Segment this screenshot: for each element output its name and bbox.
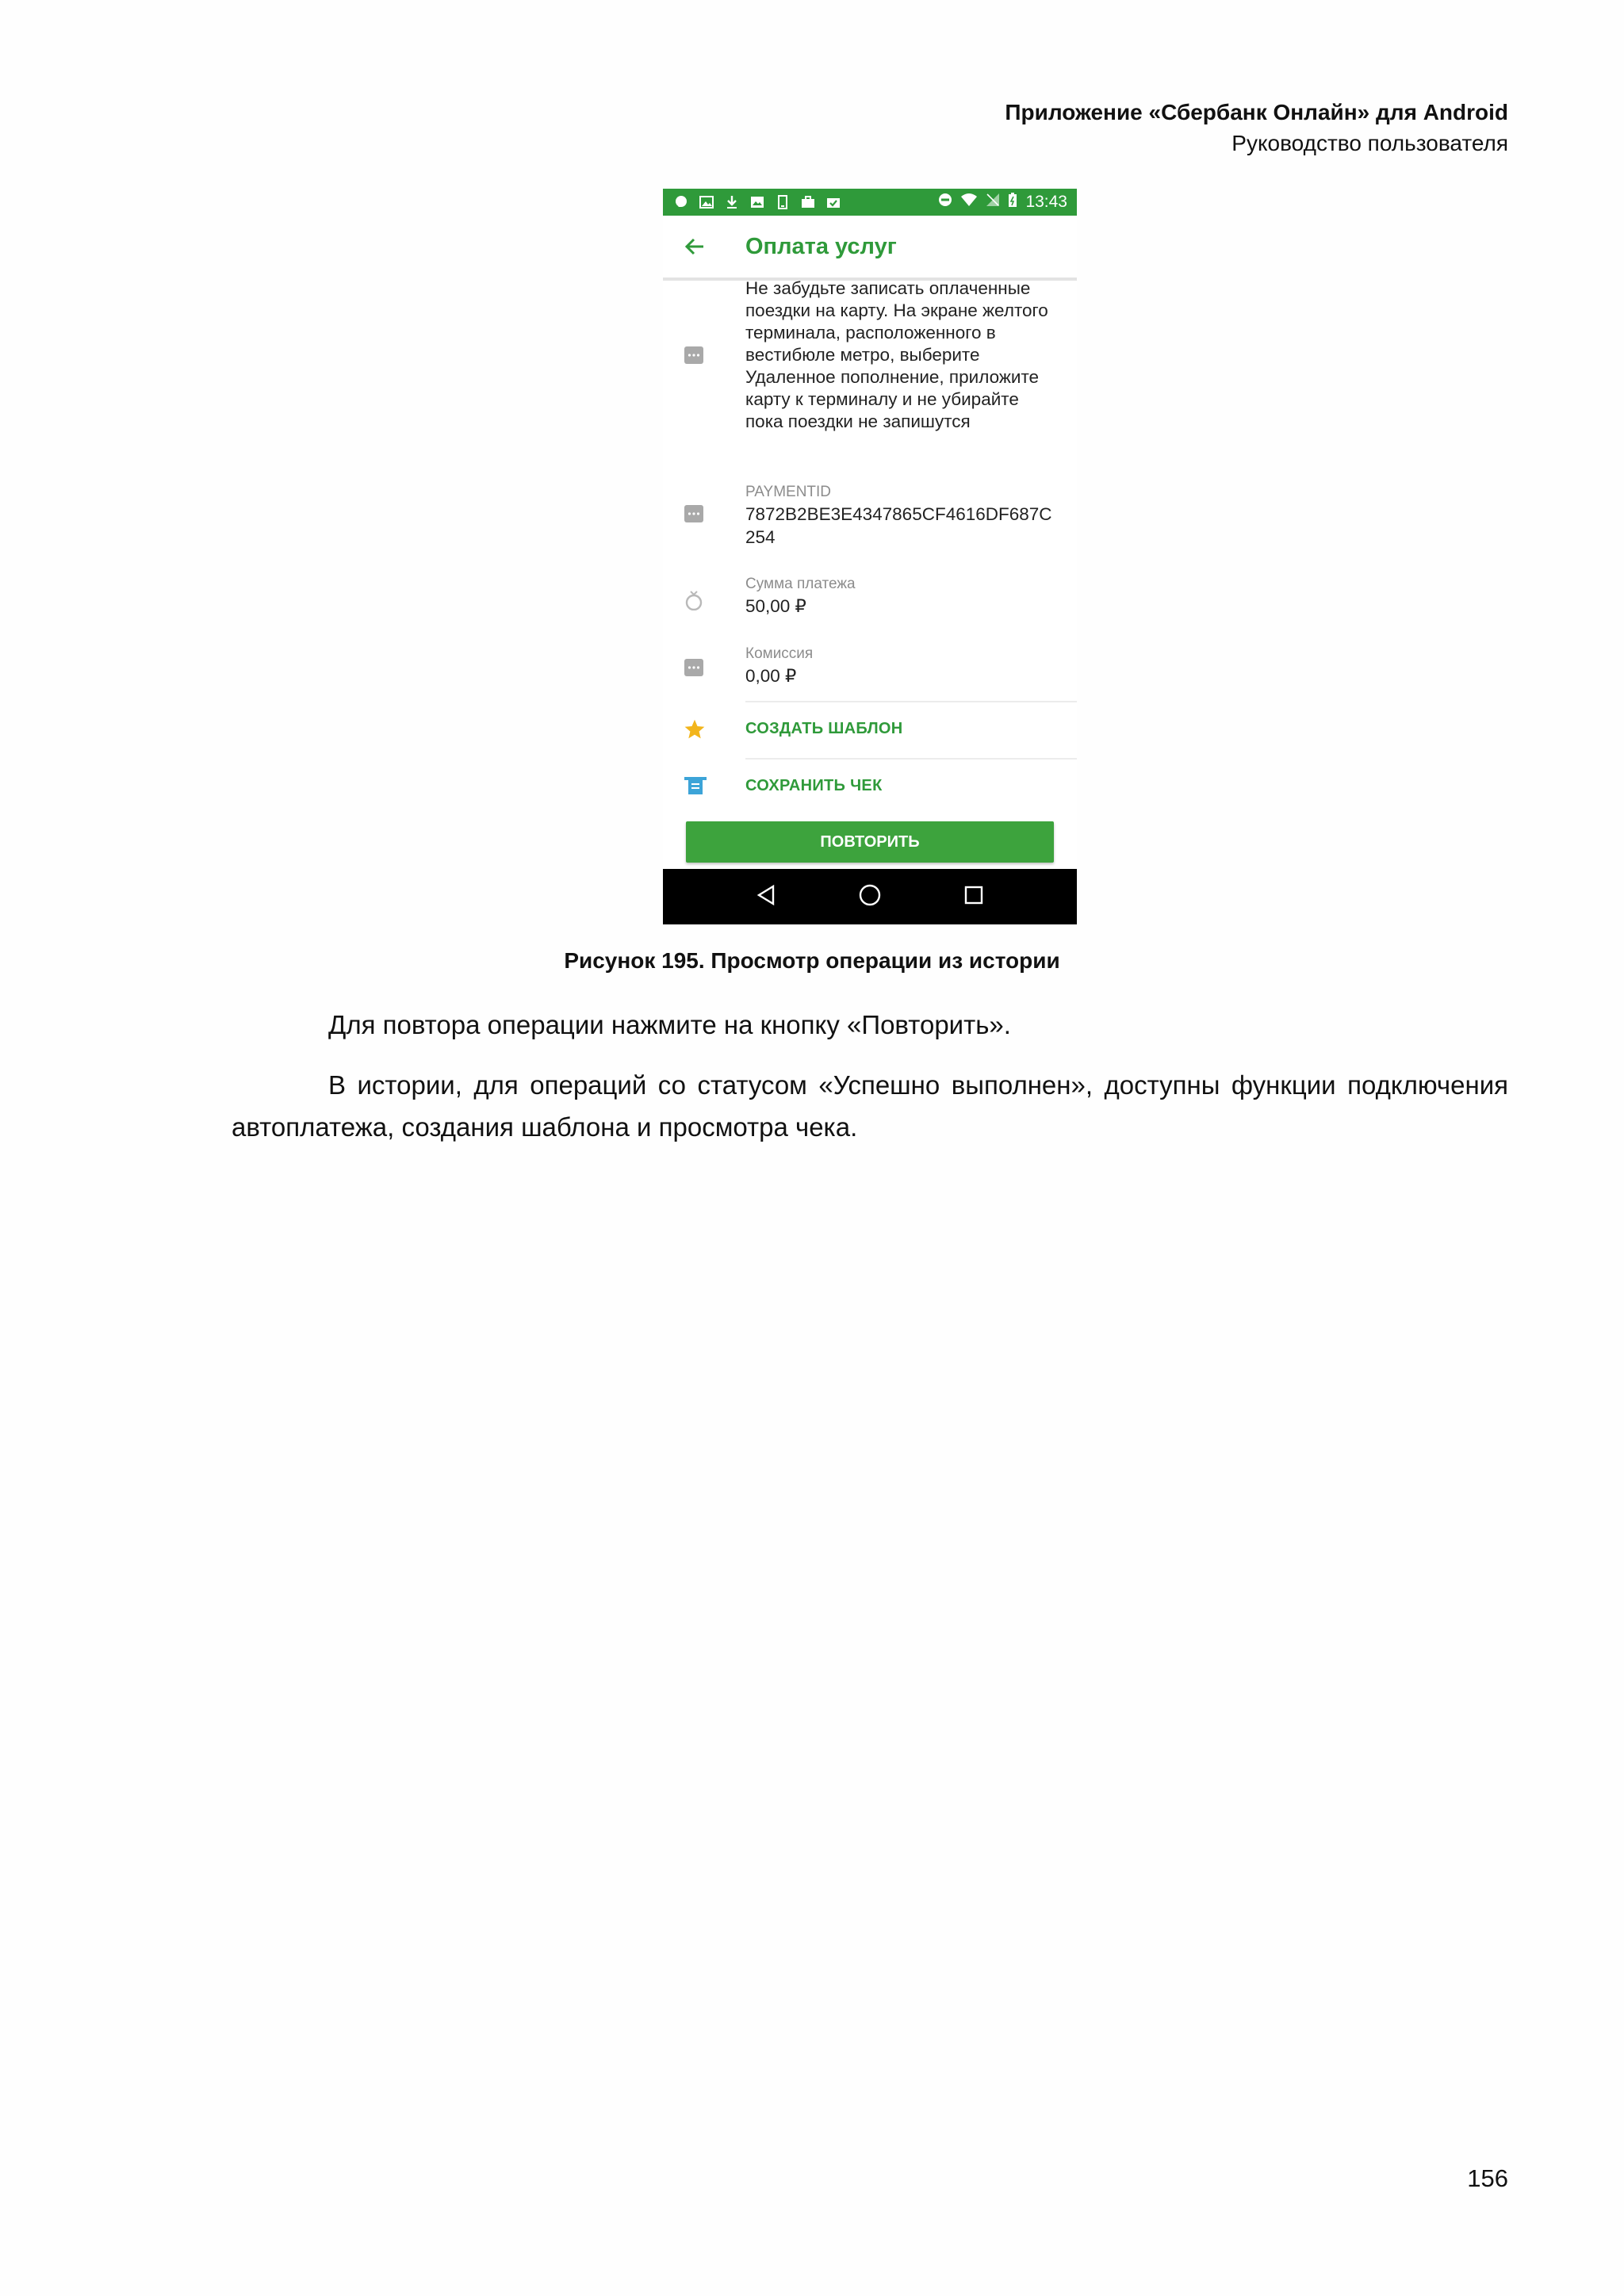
field-label: Сумма платежа	[745, 576, 856, 592]
info-dots-icon	[684, 346, 704, 369]
field-label: Комиссия	[745, 645, 814, 662]
status-bar	[663, 189, 1077, 216]
field-label: PAYMENTID	[745, 484, 832, 500]
do-not-disturb-icon	[938, 193, 952, 212]
repeat-button[interactable]: ПОВТОРИТЬ	[686, 821, 1054, 863]
screen-title: Оплата услуг	[745, 233, 897, 259]
save-receipt-label: СОХРАНИТЬ ЧЕК	[745, 777, 883, 794]
nav-back-icon[interactable]	[756, 884, 776, 910]
phone-device-icon	[774, 194, 791, 210]
paymentid-row	[663, 482, 1077, 545]
info-dots-icon	[684, 504, 704, 527]
money-bag-icon	[684, 588, 704, 614]
image-notification-icon	[698, 194, 715, 210]
status-time: 13:43	[1025, 193, 1067, 211]
field-value: 0,00 ₽	[745, 666, 797, 686]
nav-recents-icon[interactable]	[963, 885, 984, 909]
nav-home-icon[interactable]	[858, 883, 882, 911]
figure-caption: Рисунок 195. Просмотр операции из истории	[564, 948, 1060, 973]
download-icon	[723, 194, 741, 210]
field-value: 50,00 ₽	[745, 596, 806, 616]
briefcase-icon	[799, 194, 817, 210]
chat-notification-icon	[672, 194, 690, 210]
page-number: 156	[1467, 2164, 1508, 2192]
star-icon	[684, 718, 706, 744]
check-bag-icon	[825, 194, 842, 210]
phone-screenshot	[663, 189, 1077, 924]
amount-row	[663, 574, 1077, 622]
create-template-action[interactable]	[663, 702, 1077, 758]
document-title: Приложение «Сбербанк Онлайн» для Android	[1005, 100, 1508, 124]
wifi-icon	[960, 193, 978, 212]
document-header	[1005, 97, 1508, 159]
notice-row	[663, 277, 1077, 460]
receipt-icon	[684, 775, 707, 800]
paragraph: В истории, для операций со статусом «Успешно выполнен», доступны функции подключения автоплатежа, создания шаблона и просмотра чека.	[232, 1070, 1508, 1142]
signal-icon	[986, 193, 1000, 212]
document-subtitle: Руководство пользователя	[1231, 131, 1508, 155]
info-dots-icon	[684, 658, 704, 681]
paragraph: Для повтора операции нажмите на кнопку «Повторить».	[328, 1010, 1011, 1039]
back-arrow-icon[interactable]	[663, 238, 726, 255]
android-nav-bar	[663, 869, 1077, 924]
gallery-icon	[749, 194, 766, 210]
app-bar	[663, 216, 1077, 281]
save-receipt-action[interactable]	[663, 760, 1077, 815]
battery-icon	[1008, 192, 1017, 212]
notice-text: Не забудьте записать оплаченные поездки на карту. На экране желтого терминала, расположенного в вестибюле метро, выберите Удаленное пополнение, приложите карту к терминалу и не убирайте пока поездки не запишутся	[745, 278, 1048, 431]
create-template-label: СОЗДАТЬ ШАБЛОН	[745, 720, 903, 737]
commission-row	[663, 644, 1077, 691]
field-value: 7872B2BE3E4347865CF4616DF687C254	[745, 504, 1052, 547]
